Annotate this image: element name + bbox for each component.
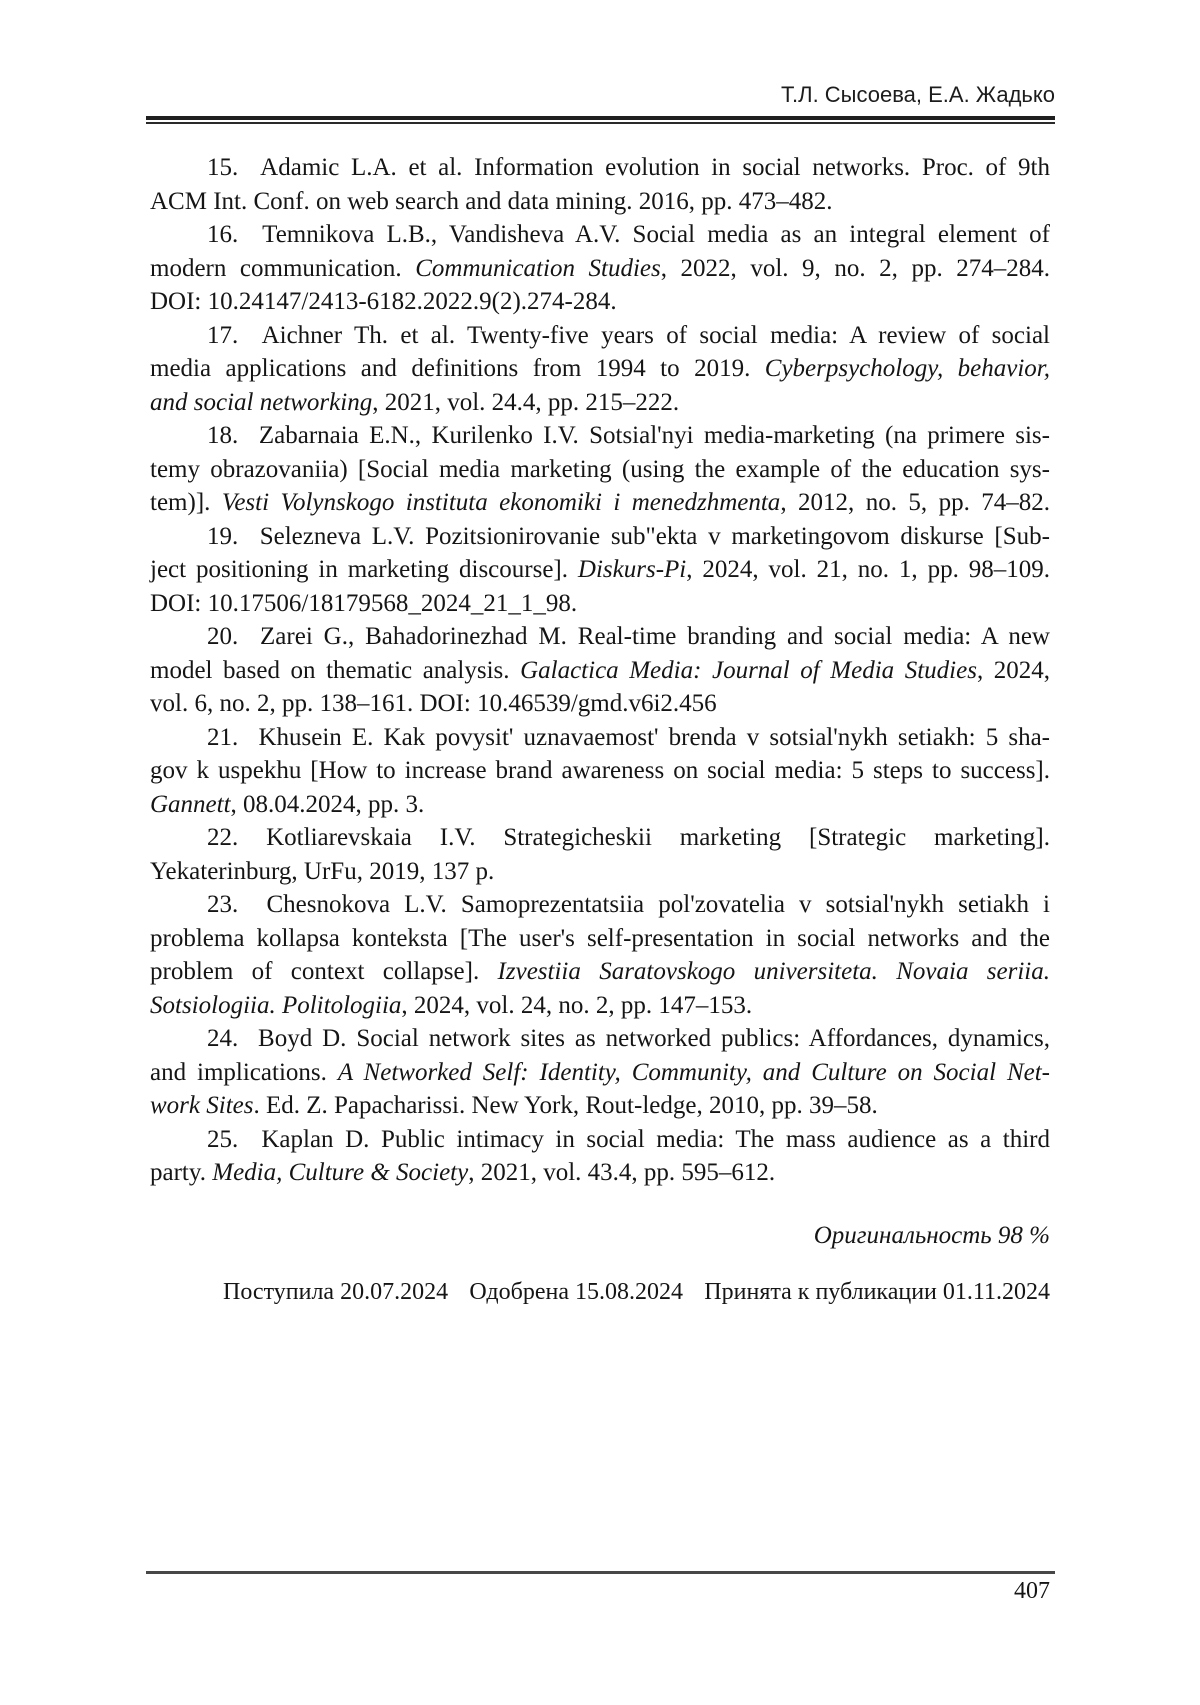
reference-text: 19. Selezneva L.V. Pozitsionirovanie sub"ekta v marketingovom diskurse [Sub- [207,522,1050,550]
reference-text: , 2024, vol. 24, no. 2, pp. 147–153. [401,991,753,1019]
reference-line [150,1156,1050,1190]
reference-text: ject positioning in marketing discourse]. [150,556,578,583]
reference-item [150,319,1050,420]
reference-line [150,955,1050,989]
date-accepted: Принята к публикации 01.11.2024 [704,1279,1050,1305]
footer-rule [146,1571,1055,1574]
reference-text: DOI: 10.24147/2413-6182.2022.9(2).274-284. [150,288,617,315]
reference-text: 22. Kotliarevskaia I.V. Strategicheskii marketing [Strategic marketing]. [207,824,1050,851]
reference-line [150,252,1050,286]
reference-item [150,888,1050,1022]
reference-line [150,553,1050,587]
reference-source-title-italic: Cyberpsychology, behavior, [764,355,1050,382]
reference-line [150,654,1050,688]
reference-item [150,419,1050,520]
reference-text: , 2012, no. 5, pp. 74–82. [780,489,1050,516]
reference-text: and implications. [150,1058,338,1086]
reference-text: gov k uspekhu [How to increase brand awareness on social media: 5 steps to success]. [150,757,1050,784]
reference-item [150,1022,1050,1123]
reference-line [150,218,1050,252]
reference-text: vol. 6, no. 2, pp. 138–161. DOI: 10.46539/gmd.v6i2.456 [150,690,717,717]
reference-text: party. [150,1159,213,1186]
reference-item [150,520,1050,621]
reference-text: 23. Chesnokova L.V. Samoprezentatsiia pol'zovatelia v sotsial'nykh setiakh i [207,891,1050,918]
reference-line [150,1056,1050,1090]
reference-text: 20. Zarei G., Bahadorinezhad M. Real-time branding and social media: A new [207,623,1050,650]
reference-line [150,587,1050,621]
reference-text: , 08.04.2024, pp. 3. [230,790,425,818]
reference-line [150,151,1050,185]
reference-text: . Ed. Z. Papacharissi. New York, Rout-ledge, 2010, pp. 39–58. [253,1092,878,1119]
date-received: Поступила 20.07.2024 [223,1279,449,1305]
reference-line [150,1123,1050,1157]
reference-source-title-italic: and social networking [150,388,373,416]
reference-line [150,888,1050,922]
reference-text: DOI: 10.17506/18179568_2024_21_1_98. [150,589,578,617]
reference-item [150,620,1050,721]
reference-line [150,754,1050,788]
reference-item [150,1123,1050,1190]
reference-text: 17. Aichner Th. et al. Twenty-five years of social media: A review of social [207,321,1050,349]
header-rule [146,116,1055,124]
reference-source-title-italic: A Networked Self: Identity, Community, and Culture on Social Net- [337,1058,1050,1086]
header-rule-top-line [146,116,1055,120]
reference-line [150,419,1050,453]
reference-line [150,788,1050,822]
reference-source-title-italic: Media, Culture & Society [212,1159,469,1186]
dates-row [223,1279,1050,1306]
reference-text: 21. Khusein E. Kak povysit' uznavaemost' brenda v sotsial'nykh setiakh: 5 sha- [207,723,1050,751]
reference-text: tem)]. [150,489,222,516]
reference-source-title-italic: Communication Studies [415,254,661,282]
page-content [150,0,1055,1705]
reference-line [150,352,1050,386]
reference-source-title-italic: Diskurs-Pi [577,556,687,583]
header-rule-bottom-line [146,122,1055,124]
reference-text: , 2021, vol. 43.4, pp. 595–612. [468,1159,776,1186]
running-head-authors: Т.Л. Сысоева, Е.А. Жадько [781,82,1055,107]
reference-line [150,486,1050,520]
reference-text: , 2024, vol. 21, no. 1, pp. 98–109. [686,556,1050,583]
reference-text: problema kollapsa konteksta [The user's self-presentation in social networks and the [150,924,1050,952]
reference-line [150,1022,1050,1056]
reference-item [150,821,1050,888]
reference-text: media applications and definitions from 1994 to 2019. [150,355,765,382]
reference-text: 24. Boyd D. Social network sites as networked publics: Affordances, dynamics, [207,1025,1050,1052]
reference-line [150,721,1050,755]
date-approved: Одобрена 15.08.2024 [469,1279,683,1305]
reference-line [150,285,1050,319]
reference-text: , 2024, [976,656,1051,684]
reference-text: model based on thematic analysis. [150,656,521,684]
reference-source-title-italic: Vesti Volynskogo instituta ekonomiki i menedzhmenta [221,489,781,516]
reference-item [150,721,1050,822]
reference-text: 16. Temnikova L.B., Vandisheva A.V. Social media as an integral element of [207,221,1050,248]
reference-source-title-italic: Gannett [150,790,231,818]
reference-line [150,520,1050,554]
references-list [150,151,1050,1190]
reference-text: 15. Adamic L.A. et al. Information evolution in social networks. Proc. of 9th [207,154,1050,181]
reference-item [150,151,1050,218]
reference-text: temy obrazovaniia) [Social media marketing (using the example of the education sys- [150,455,1050,483]
reference-line [150,922,1050,956]
reference-line [150,319,1050,353]
reference-line [150,821,1050,855]
reference-item [150,218,1050,319]
reference-text: 18. Zabarnaia E.N., Kurilenko I.V. Sotsial'nyi media-marketing (na primere sis- [207,422,1050,449]
reference-text: Yekaterinburg, UrFu, 2019, 137 p. [150,857,495,885]
reference-text: ACM Int. Conf. on web search and data mining. 2016, pp. 473–482. [150,187,833,215]
reference-text: 25. Kaplan D. Public intimacy in social media: The mass audience as a third [207,1125,1050,1153]
reference-line [150,453,1050,487]
reference-source-title-italic: Izvestiia Saratovskogo universiteta. Novaia seriia. [497,958,1050,985]
reference-line [150,386,1050,420]
reference-line [150,620,1050,654]
originality-note: Оригинальность 98 % [813,1222,1050,1249]
reference-line [150,185,1050,219]
reference-line [150,1089,1050,1123]
reference-text: , 2021, vol. 24.4, pp. 215–222. [372,388,680,416]
reference-source-title-italic: work Sites [150,1092,254,1119]
reference-line [150,687,1050,721]
reference-text: problem of context collapse]. [150,958,498,985]
page-number: 407 [1014,1578,1050,1604]
reference-text: , 2022, vol. 9, no. 2, pp. 274–284. [660,254,1050,282]
reference-source-title-italic: Sotsiologiia. Politologiia [150,991,402,1019]
reference-text: modern communication. [150,254,416,282]
reference-source-title-italic: Galactica Media: Journal of Media Studies [520,656,977,684]
reference-line [150,989,1050,1023]
reference-line [150,855,1050,889]
